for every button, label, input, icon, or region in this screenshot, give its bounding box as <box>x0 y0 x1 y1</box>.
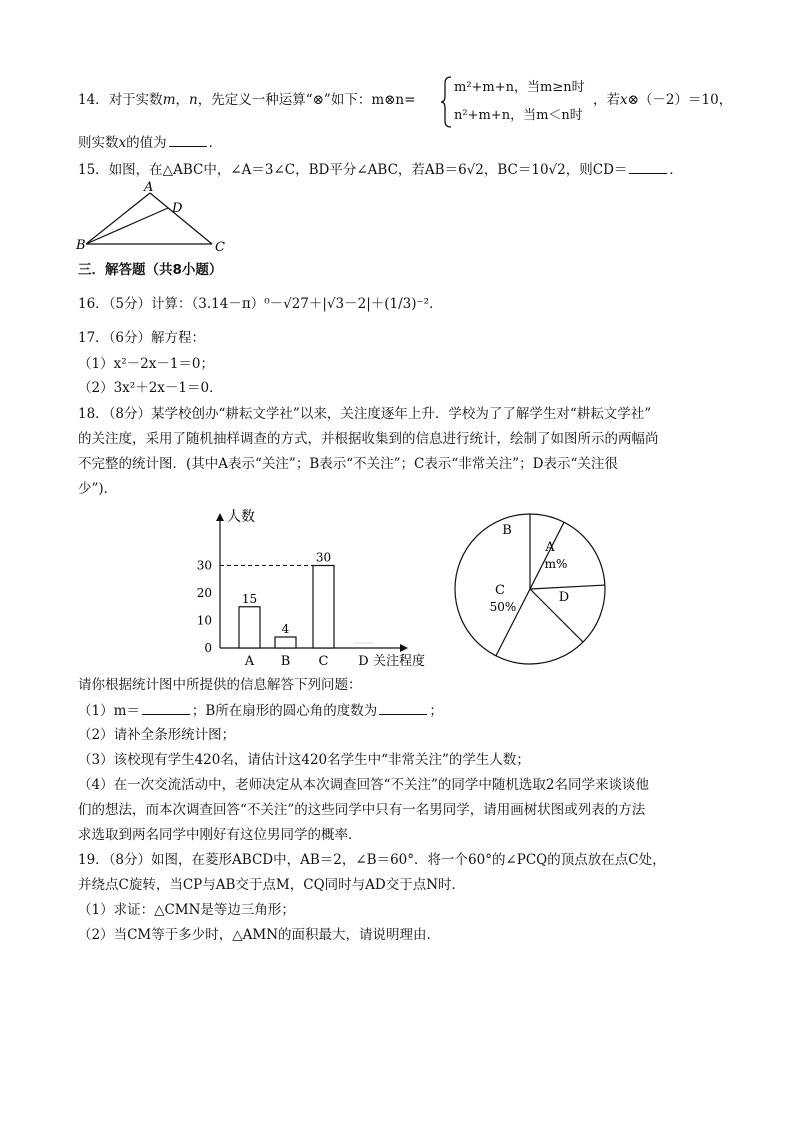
segment-ab <box>86 193 150 244</box>
q18-number: 18． <box>78 406 109 422</box>
q14-answer-blank[interactable] <box>169 132 207 147</box>
q15-text: 如图，在△ABC中，∠A＝3∠C，BD平分∠ABC，若AB＝6√2，BC＝10√2，则CD＝ <box>108 162 628 178</box>
q14-number: 14． <box>78 92 109 108</box>
q17-text: （6分）解方程： <box>108 330 206 346</box>
bar-value-label: 30 <box>315 550 332 565</box>
q16-line <box>78 294 443 314</box>
q18-line2: 的关注度，采用了随机抽样调查的方式，并根据收集到的信息进行统计，绘制了如图所示的两幅尚 <box>78 431 659 447</box>
pie-label-c: C <box>495 583 505 598</box>
q15-answer-blank[interactable] <box>629 159 667 174</box>
q14-line1-tail <box>593 90 732 110</box>
pie-label-a: A <box>545 540 555 555</box>
q18-sub1: （1）m＝ ；B所在扇形的圆心角的度数为 ； <box>78 700 443 721</box>
section3-title: 三．解答题（共8小题） <box>78 262 223 278</box>
q14-line2: 则实数x的值为 ． <box>78 132 222 153</box>
q18-line1: 18．（8分）某学校创办“耕耘文学社”以来，关注度逐年上升．学校为了了解学生对“耕耘文学社” <box>78 406 652 422</box>
q17-number: 17． <box>78 330 109 346</box>
q14-text-d: ，若 <box>593 92 620 108</box>
q18-sub2: （2）请补全条形统计图； <box>78 727 236 743</box>
label-a: A <box>144 180 154 195</box>
q15-triangle-figure <box>76 180 236 255</box>
q18-sub4-l2: 们的想法，而本次调查回答“不关注”的这些同学中只有一名男同学，请用画树状图或列表的方法 <box>78 802 646 818</box>
q18-line3: 不完整的统计图．(其中A表示“关注”；B表示“不关注”；C表示“非常关注”；D表示“关注很 <box>78 456 618 472</box>
x-axis-label: 关注程度 <box>373 654 426 669</box>
pie-sub-label-a: m% <box>544 557 568 571</box>
brace-icon <box>440 76 454 128</box>
q14-text-a: 对于实数 <box>108 92 163 108</box>
q14-op-symbol: ⊗ <box>312 92 324 108</box>
q14-comma: ， <box>175 92 189 108</box>
pie-sub-label-c: 50% <box>489 600 517 614</box>
q14-line1 <box>78 90 415 110</box>
q17-sub1: （1）x²－2x－1＝0； <box>78 356 214 372</box>
q19-line2: 并绕点C旋转，当CP与AB交于点M，CQ同时与AD交于点N时． <box>78 877 466 893</box>
q19-sub2: （2）当CM等于多少时，△AMN的面积最大，请说明理由． <box>78 927 441 943</box>
q14-case1: m²+m+n，当m≥n时 <box>454 80 585 95</box>
y-tick-label: 0 <box>204 641 212 655</box>
x-axis-arrow-icon <box>400 644 408 652</box>
pie-chart <box>453 509 613 669</box>
x-tick-label: A <box>244 654 255 669</box>
q14-text-e: ⊗（－2）＝10， <box>627 92 733 108</box>
q16-text: （5分）计算：（3.14－π）⁰－√27＋|√3－2|＋(1/3)⁻²． <box>108 296 443 312</box>
q18-m-blank[interactable] <box>142 700 190 715</box>
q18-prompt: 请你根据统计图中所提供的信息解答下列问题： <box>78 677 362 693</box>
q17-sub2: （2）3x²＋2x－1＝0． <box>78 380 223 396</box>
q19-number: 19． <box>78 852 109 868</box>
q18-line4: 少”)． <box>78 481 118 497</box>
q18-angle-blank[interactable] <box>379 700 427 715</box>
q14-var-m: m <box>162 92 176 108</box>
q14-text-b: ，先定义一种运算“ <box>197 92 313 108</box>
q16-number: 16． <box>78 296 109 312</box>
x-tick-label: B <box>280 654 291 669</box>
bar-chart <box>195 503 455 678</box>
q18-sub4-l1: （4）在一次交流活动中，老师决定从本次调查回答“不关注”的同学中随机选取2名同学来谈谈他 <box>78 777 649 793</box>
x-tick-label: C <box>318 654 329 669</box>
q19-sub1: （1）求证：△CMN是等边三角形； <box>78 902 295 918</box>
label-b: B <box>76 238 86 253</box>
bar-value-label: 15 <box>241 591 258 606</box>
q15-line: 15．如图，在△ABC中，∠A＝3∠C，BD平分∠ABC，若AB＝6√2，BC＝10√2，则CD＝ ． <box>78 159 683 180</box>
bar-c <box>313 566 334 649</box>
q14-case2: n²+m+n，当m＜n时 <box>454 108 583 123</box>
q14-text-c: ”如下：m⊗n= <box>323 92 416 108</box>
bar-value-label: 4 <box>281 622 290 636</box>
bar-b <box>275 637 296 648</box>
q19-line1: 19．（8分）如图，在菱形ABCD中，AB＝2，∠B＝60°．将一个60°的∠PCQ的顶点放在点C处， <box>78 852 666 868</box>
pie-label-b: B <box>502 523 512 538</box>
q15-number: 15． <box>78 162 109 178</box>
bar-a <box>239 607 260 648</box>
segment-bd <box>86 208 168 244</box>
y-tick-label: 20 <box>196 586 212 600</box>
y-axis-arrow-icon <box>216 513 224 521</box>
q14-var-n: n <box>189 92 198 108</box>
pie-label-d: D <box>558 590 570 605</box>
q18-sub4-l3: 求选取到两名同学中刚好有这位男同学的概率． <box>78 827 362 843</box>
q17-line <box>78 328 205 348</box>
y-tick-label: 10 <box>196 613 212 628</box>
x-tick-label: D <box>358 654 369 669</box>
q18-sub3: （3）该校现有学生420名，请估计这420名学生中“非常关注”的学生人数； <box>78 752 530 768</box>
q14-var-x: x <box>620 92 628 108</box>
y-tick-label: 30 <box>196 558 212 573</box>
label-c: C <box>215 240 225 255</box>
y-axis-label: 人数 <box>227 509 255 525</box>
label-d: D <box>172 201 183 216</box>
